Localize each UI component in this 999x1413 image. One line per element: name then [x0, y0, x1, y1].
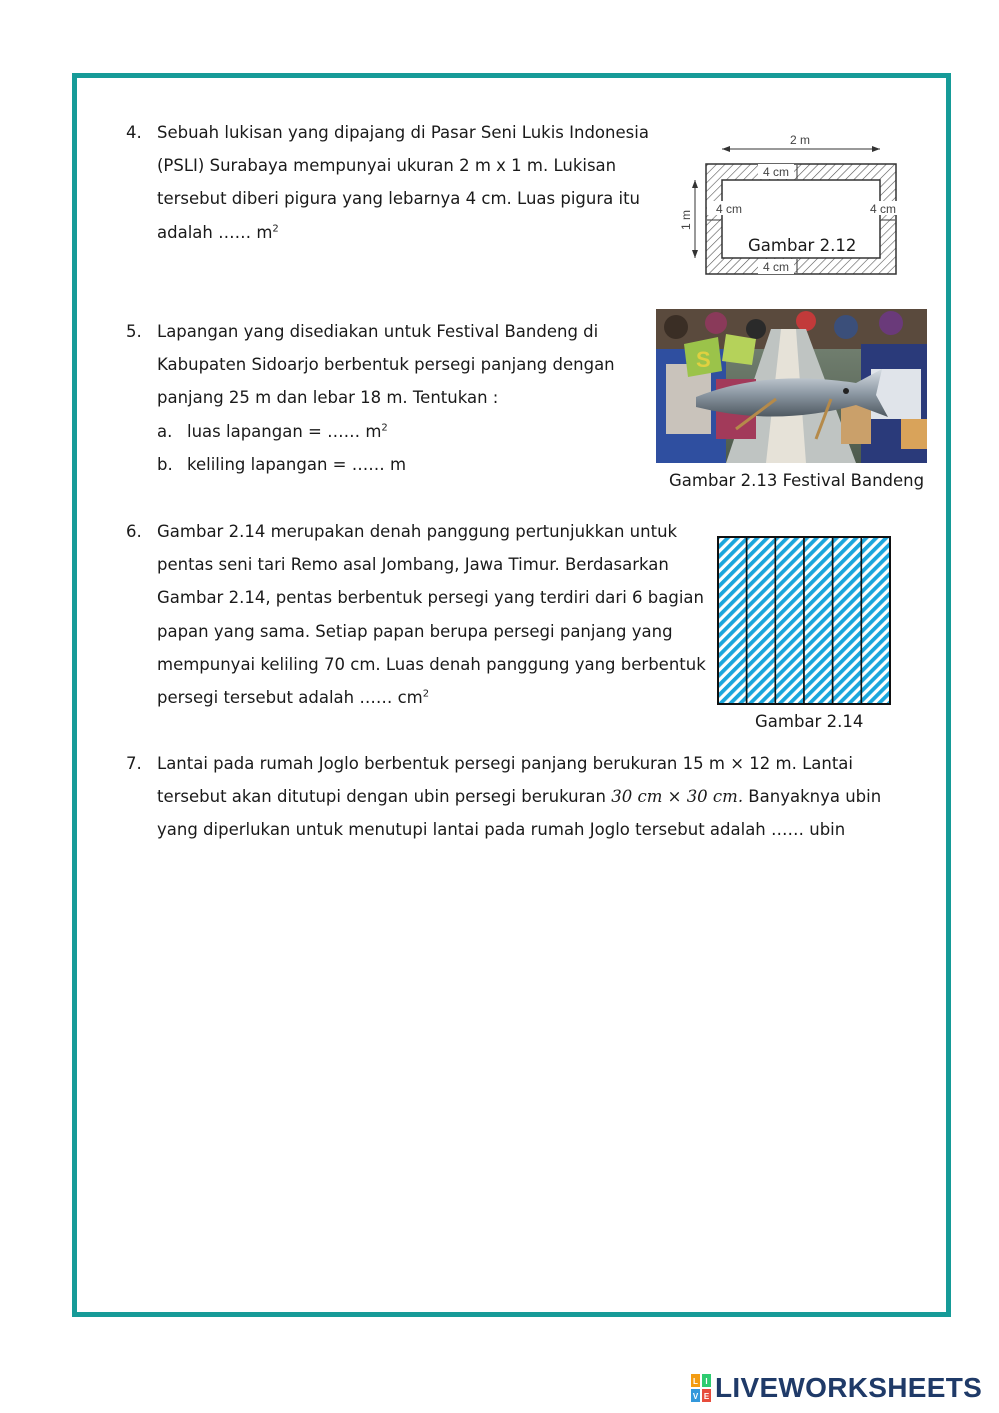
frame-left-label: 4 cm: [716, 202, 743, 216]
svg-text:V: V: [692, 1392, 699, 1401]
question-text-line: Gambar 2.14, pentas berbentuk persegi yang terdiri dari 6 bagian: [157, 588, 704, 608]
sub-item-b: [126, 448, 615, 481]
question-number: 5.: [126, 322, 142, 341]
answer-line: [126, 216, 649, 249]
liveworksheets-logo[interactable]: [691, 1372, 982, 1404]
sign-letter: S: [696, 347, 711, 372]
question-6: [126, 515, 706, 714]
superscript: 2: [272, 223, 279, 235]
answer-text[interactable]: luas lapangan = …… m: [187, 421, 382, 441]
question-text-line: (PSLI) Surabaya mempunyai ukuran 2 m x 1 m. Lukisan: [157, 156, 617, 176]
superscript: 2: [381, 422, 388, 434]
figure-2-13-photo: [656, 309, 927, 463]
stage-panel: [833, 537, 862, 704]
frame-top-label: 4 cm: [762, 165, 790, 179]
stage-panel: [804, 537, 833, 704]
answer-text[interactable]: keliling lapangan = …… m: [187, 454, 407, 474]
svg-text:I: I: [705, 1377, 708, 1386]
superscript: 2: [422, 688, 430, 700]
figure-2-12: [676, 128, 916, 278]
svg-text:L: L: [693, 1377, 698, 1386]
brand-blocks-icon: [691, 1374, 711, 1402]
answer-text[interactable]: yang diperlukan untuk menutupi lantai pada rumah Joglo tersebut adalah …… ubin: [157, 820, 846, 840]
figure-2-13-caption: Gambar 2.13 Festival Bandeng: [669, 471, 925, 490]
figure-2-14-caption: Gambar 2.14: [755, 712, 864, 731]
question-number: 4.: [126, 123, 142, 142]
question-text-line: Lantai pada rumah Joglo berbentuk persegi panjang berukuran 15 m × 12 m. Lantai: [157, 754, 853, 773]
stage-panel: [775, 537, 804, 704]
frame-right-label: 4 cm: [870, 202, 897, 216]
stage-panel: [747, 537, 776, 704]
answer-line: [126, 813, 881, 846]
math-expression: 30 cm: [611, 787, 663, 807]
sub-item-label: a.: [157, 421, 173, 441]
question-number: 6.: [126, 522, 142, 541]
sub-item-a: [126, 415, 615, 448]
svg-text:E: E: [703, 1392, 710, 1401]
question-text-line: papan yang sama. Setiap papan berupa persegi panjang yang: [157, 621, 673, 641]
question-5: [126, 315, 615, 481]
figure-2-14: [717, 536, 891, 705]
frame-bottom-label: 4 cm: [762, 260, 790, 274]
question-text-line: tersebut akan ditutupi dengan ubin persegi berukuran 30 cm × 30 cm. Banyaknya ubin: [157, 787, 882, 807]
question-text-line: Lapangan yang disediakan untuk Festival Bandeng di: [157, 322, 599, 341]
question-text-line: Kabupaten Sidoarjo berbentuk persegi panjang dengan: [157, 355, 615, 375]
question-text-line: panjang 25 m dan lebar 18 m. Tentukan :: [157, 388, 499, 408]
stage-panel: [861, 537, 890, 704]
question-text-line: mempunyai keliling 70 cm. Luas denah panggung yang berbentuk: [157, 654, 706, 674]
brand-name: LIVEWORKSHEETS: [715, 1372, 983, 1403]
answer-text[interactable]: persegi tersebut adalah …… cm: [157, 688, 423, 708]
width-label: 2 m: [789, 133, 811, 147]
question-text-line: pentas seni tari Remo asal Jombang, Jawa Timur. Berdasarkan: [157, 555, 669, 575]
figure-2-12-caption: Gambar 2.12: [748, 236, 857, 255]
answer-line: [126, 681, 706, 714]
question-7: [126, 747, 881, 847]
question-text-line: tersebut diberi pigura yang lebarnya 4 cm. Luas pigura itu: [157, 189, 640, 209]
question-4: [126, 116, 649, 249]
question-text-line: Sebuah lukisan yang dipajang di Pasar Seni Lukis Indonesia: [157, 123, 649, 142]
height-label: 1 m: [679, 209, 693, 231]
question-text-line: Gambar 2.14 merupakan denah panggung pertunjukkan untuk: [157, 522, 678, 541]
question-number: 7.: [126, 754, 142, 773]
sub-item-label: b.: [157, 454, 173, 474]
answer-text[interactable]: adalah …… m: [157, 222, 273, 242]
stage-panel: [718, 537, 747, 704]
math-expression: 30 cm.: [686, 787, 744, 807]
